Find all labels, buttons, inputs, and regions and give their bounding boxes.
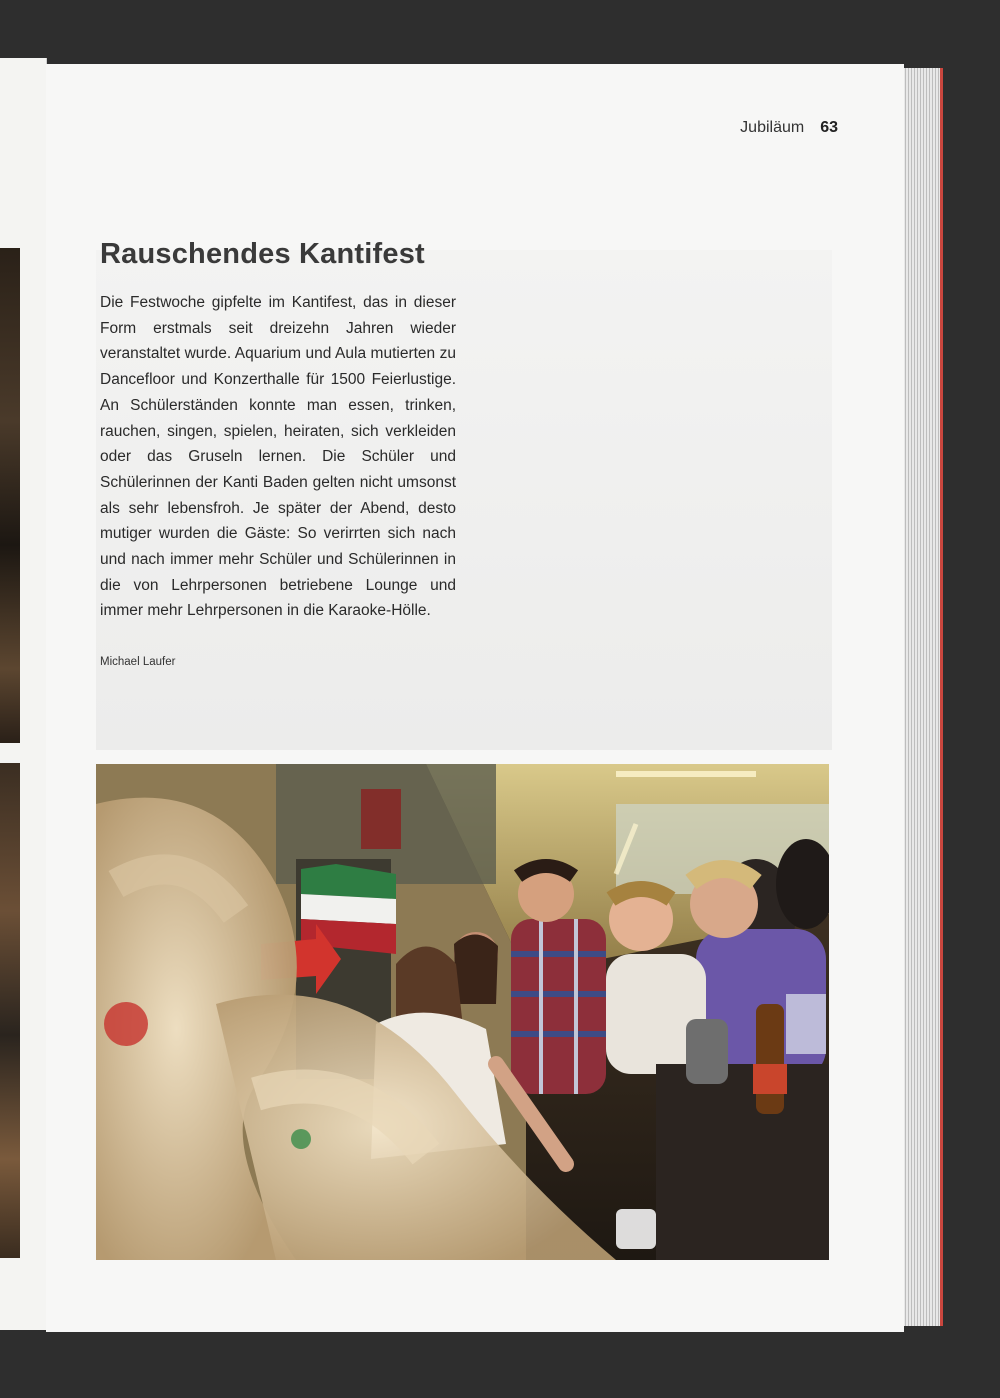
- party-photograph: [96, 764, 829, 1260]
- section-label: Jubiläum: [740, 119, 805, 136]
- book-page: [46, 64, 904, 1332]
- article-title: Rauschendes Kantifest: [100, 238, 425, 270]
- previous-page-edge: [0, 58, 47, 1330]
- page-number: 63: [820, 119, 838, 136]
- article-body: Die Festwoche gipfelte im Kantifest, das in dieser Form erstmals seit dreizehn Jahren wieder veranstaltet wurde. Aquarium und Aula mutierten zu Dancefloor und Konzerthalle für 1500 Feierlustige. An Schülerständen konnte man essen, trinken, rauchen, singen, spielen, heiraten, sich verkleiden oder das Gruseln lernen. Die Schüler und Schülerinnen der Kanti Baden gelten nicht umsonst als sehr lebensfroh. Je später der Abend, desto mutiger wurden die Gäste: So verirrten sich nach und nach immer mehr Schüler und Schülerinnen in die von Lehrpersonen betriebene Lounge und immer mehr Lehrpersonen in die Karaoke-Hölle.: [100, 294, 456, 620]
- previous-page-photo-bottom: [0, 763, 20, 1258]
- article-author: Michael Laufer: [100, 656, 176, 668]
- book-page-edges: [900, 68, 943, 1326]
- previous-page-photo-top: [0, 248, 20, 743]
- party-photograph-illustration: [96, 764, 829, 1260]
- running-head: [740, 119, 838, 137]
